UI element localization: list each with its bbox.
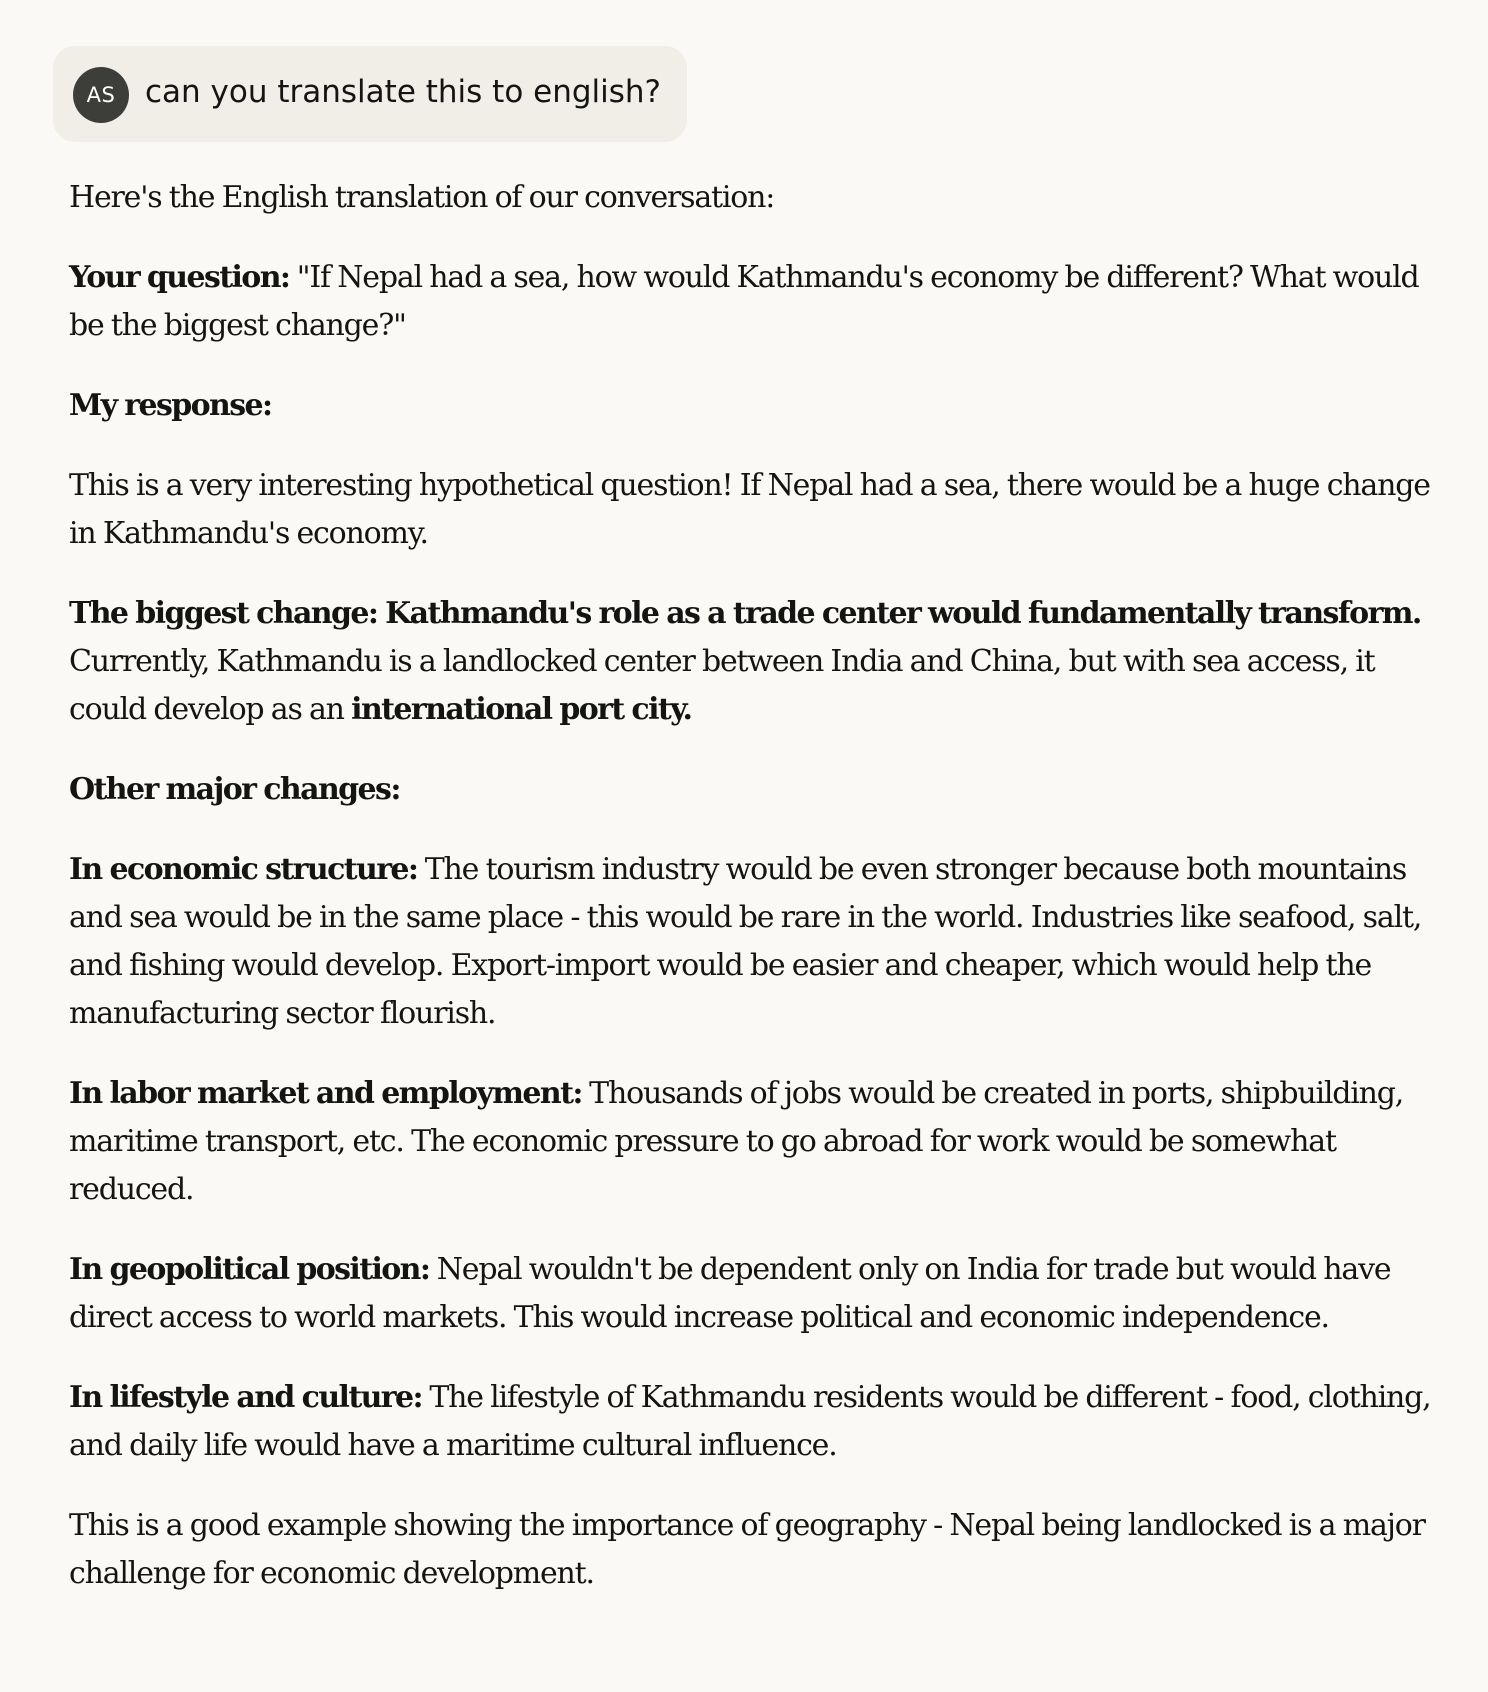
biggest-change-label: The biggest change: Kathmandu's role as a trade center would fundamentally transform.: [69, 596, 1421, 631]
lifestyle-label: In lifestyle and culture:: [69, 1380, 422, 1415]
labor-label: In labor market and employment:: [69, 1076, 582, 1111]
response-my-response-heading: [69, 382, 1439, 430]
response-geopolitical-paragraph: [69, 1246, 1439, 1342]
question-label: Your question:: [69, 260, 290, 295]
other-changes-label: Other major changes:: [69, 772, 400, 807]
response-paragraph-1: This is a very interesting hypothetical question! If Nepal had a sea, there would be a huge change in Kathmandu's economy.: [69, 468, 1430, 551]
economic-text: The tourism industry would be even stronger because both mountains and sea would be in the same place - this would be rare in the world. Industries like seafood, salt, and fishing would develop. Export-import would be easier and cheaper, which would help the manufacturing sector flourish.: [69, 852, 1422, 1031]
response-economic-paragraph: [69, 846, 1439, 1038]
response-other-changes-heading: [69, 766, 1439, 814]
geopolitical-label: In geopolitical position:: [69, 1252, 430, 1287]
user-avatar[interactable]: AS: [73, 67, 129, 123]
response-biggest-change-paragraph: [69, 590, 1439, 734]
my-response-label: My response:: [69, 388, 272, 423]
geopolitical-text: Nepal wouldn't be dependent only on India for trade but would have direct access to world markets. This would increase political and economic independence.: [69, 1252, 1391, 1335]
user-message-text: can you translate this to english?: [145, 74, 662, 110]
response-conclusion: This is a good example showing the importance of geography - Nepal being landlocked is a major challenge for economic development.: [69, 1508, 1425, 1591]
user-message-bubble: [53, 46, 687, 142]
response-labor-paragraph: [69, 1070, 1439, 1214]
labor-text: Thousands of jobs would be created in ports, shipbuilding, maritime transport, etc. The economic pressure to go abroad for work would be somewhat reduced.: [69, 1076, 1404, 1207]
question-text: "If Nepal had a sea, how would Kathmandu's economy be different? What would be the biggest change?": [69, 260, 1419, 343]
economic-label: In economic structure:: [69, 852, 418, 887]
response-question-paragraph: [69, 254, 1439, 350]
lifestyle-text: The lifestyle of Kathmandu residents would be different - food, clothing, and daily life would have a maritime cultural influence.: [69, 1380, 1431, 1463]
response-lifestyle-paragraph: [69, 1374, 1439, 1470]
response-intro: Here's the English translation of our conversation:: [69, 180, 775, 215]
assistant-response: [69, 174, 1439, 1630]
biggest-change-bold-end: international port city.: [351, 692, 692, 727]
biggest-change-text: Currently, Kathmandu is a landlocked center between India and China, but with sea access, it could develop as an: [69, 644, 1375, 727]
